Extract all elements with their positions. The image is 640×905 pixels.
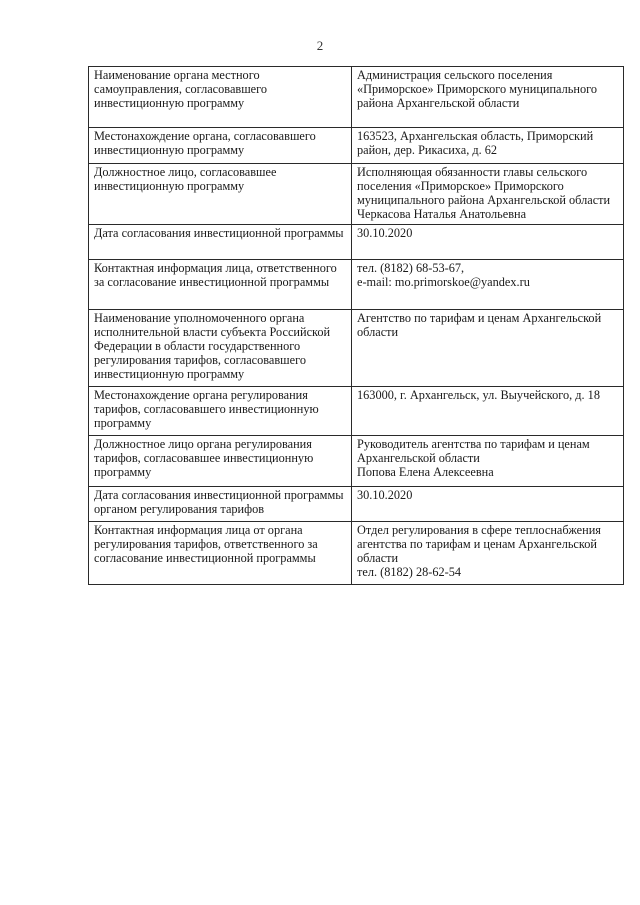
row-label bbox=[89, 67, 352, 128]
row-label bbox=[89, 225, 352, 260]
row-value-text: Администрация сельского поселения «Приморское» Приморского муниципального района Архангельской области bbox=[357, 68, 597, 110]
table-row bbox=[89, 387, 624, 436]
row-label-text: Контактная информация лица, ответственного за согласование инвестиционной программы bbox=[94, 261, 337, 289]
row-value bbox=[352, 128, 624, 164]
table-row bbox=[89, 310, 624, 387]
row-value bbox=[352, 522, 624, 585]
row-label bbox=[89, 260, 352, 310]
row-label-text: Наименование органа местного самоуправления, согласовавшего инвестиционную программу bbox=[94, 68, 268, 110]
table-row bbox=[89, 522, 624, 585]
row-value-text: 163523, Архангельская область, Приморский район, дер. Рикасиха, д. 62 bbox=[357, 129, 594, 157]
row-label-text: Дата согласования инвестиционной программы органом регулирования тарифов bbox=[94, 488, 344, 516]
table-row bbox=[89, 164, 624, 225]
row-value-text: 30.10.2020 bbox=[357, 488, 413, 502]
row-value bbox=[352, 436, 624, 487]
row-label-text: Наименование уполномоченного органа исполнительной власти субъекта Российской Федерации в области государственного регулирования тарифов, согласовавшего инвестиционную программу bbox=[94, 311, 331, 381]
row-label-text: Местонахождение органа регулирования тарифов, согласовавшего инвестиционную программу bbox=[94, 388, 319, 430]
table-row bbox=[89, 260, 624, 310]
row-label bbox=[89, 487, 352, 522]
row-value-text: Исполняющая обязанности главы сельского поселения «Приморское» Приморского муниципального района Архангельской области Черкасова Наталья Анатольевна bbox=[357, 165, 611, 221]
row-value bbox=[352, 164, 624, 225]
row-label bbox=[89, 387, 352, 436]
table-row bbox=[89, 225, 624, 260]
table-row bbox=[89, 128, 624, 164]
table-row bbox=[89, 487, 624, 522]
row-value-text: Руководитель агентства по тарифам и ценам Архангельской области Попова Елена Алексеевна bbox=[357, 437, 590, 479]
table-row bbox=[89, 67, 624, 128]
row-label bbox=[89, 128, 352, 164]
row-label-text: Должностное лицо, согласовавшее инвестиционную программу bbox=[94, 165, 277, 193]
row-value-text: Агентство по тарифам и ценам Архангельской области bbox=[357, 311, 602, 339]
row-label-text: Должностное лицо органа регулирования тарифов, согласовавшее инвестиционную программу bbox=[94, 437, 314, 479]
row-label-text: Местонахождение органа, согласовавшего инвестиционную программу bbox=[94, 129, 316, 157]
row-label bbox=[89, 436, 352, 487]
row-label-text: Контактная информация лица от органа регулирования тарифов, ответственного за согласование инвестиционной программы bbox=[94, 523, 318, 565]
approval-info-table bbox=[88, 66, 624, 585]
row-value-text: тел. (8182) 68-53-67, e-mail: mo.primorskoe@yandex.ru bbox=[357, 261, 530, 289]
row-value bbox=[352, 260, 624, 310]
row-value-text: 163000, г. Архангельск, ул. Выучейского, д. 18 bbox=[357, 388, 600, 402]
row-label bbox=[89, 310, 352, 387]
row-value bbox=[352, 310, 624, 387]
row-label bbox=[89, 164, 352, 225]
row-value-text: Отдел регулирования в сфере теплоснабжения агентства по тарифам и ценам Архангельской области тел. (8182) 28-62-54 bbox=[357, 523, 601, 579]
row-value bbox=[352, 387, 624, 436]
row-value bbox=[352, 67, 624, 128]
page-number: 2 bbox=[316, 38, 324, 53]
table-row bbox=[89, 436, 624, 487]
row-value bbox=[352, 487, 624, 522]
row-value bbox=[352, 225, 624, 260]
row-label-text: Дата согласования инвестиционной программы bbox=[94, 226, 344, 240]
row-value-text: 30.10.2020 bbox=[357, 226, 413, 240]
row-label bbox=[89, 522, 352, 585]
